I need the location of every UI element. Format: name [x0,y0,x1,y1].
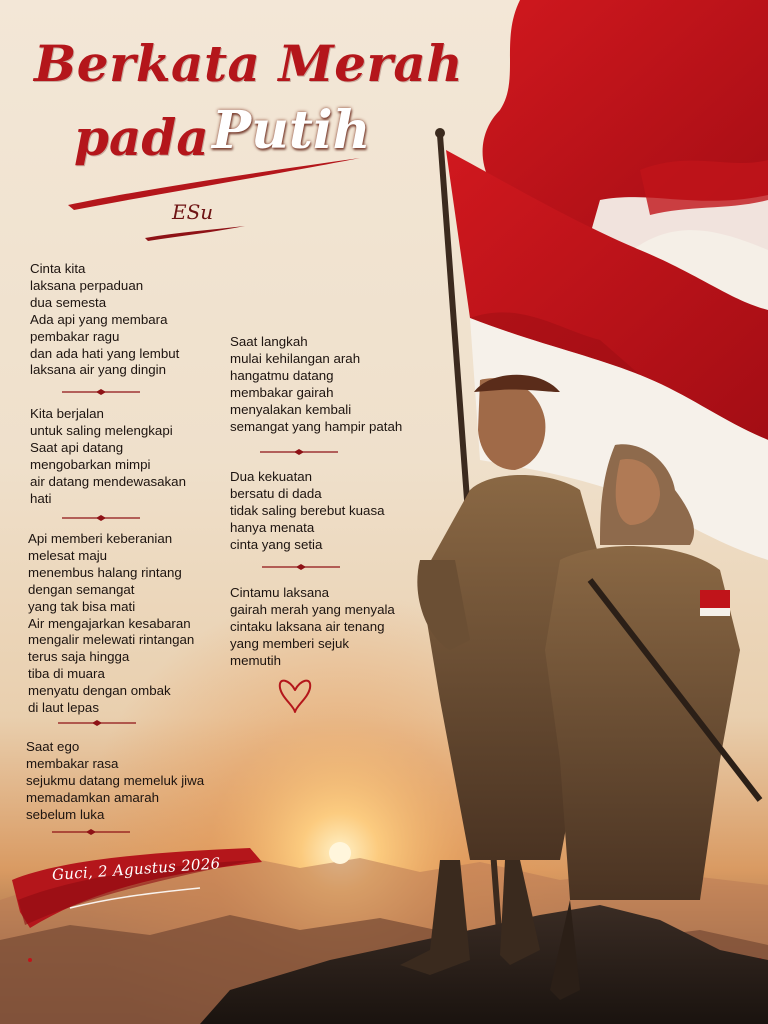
ornament-divider-icon [260,449,338,455]
date-stamp: Guci, 2 Agustus 2026 [51,854,222,884]
poem-line: pembakar ragu [30,328,120,344]
poem-line: Dua kekuatan [230,469,313,484]
ornament-divider-icon [262,564,340,570]
poem-line: bersatu di dada [230,485,322,501]
poem-line: sebelum luka [26,806,105,822]
poem-line: yang memberi sejuk [230,635,349,651]
poem-line: melesat maju [28,547,108,563]
poem-line: gairah merah yang menyala [230,601,395,617]
poem-line: dua semesta [30,294,107,310]
poem-stanza-1 [30,261,179,379]
poem-line: cinta yang setia [230,536,323,552]
ornament-divider-icon [62,389,140,395]
title-line-1: Berkata Merah [34,34,464,93]
poem-line: menyatu dengan ombak [28,683,171,699]
poem-stanza-6 [230,469,385,554]
poem-stanza-7 [230,585,395,670]
poem-line: tiba di muara [28,666,105,682]
poem-line: mulai kehilangan arah [230,350,361,366]
author-underline [145,226,245,241]
poem-line: Air mengajarkan kesabaran [28,615,191,631]
poem-line: cintaku laksana air tenang [230,618,385,634]
poem-line: terus saja hingga [28,649,130,665]
poem-line: sejukmu datang memeluk jiwa [26,772,205,788]
poem-line: Saat api datang [30,439,124,455]
poem-line: memadamkan amarah [26,789,160,805]
poem-stanza-3 [28,531,194,717]
poem-line: dan ada hati yang lembut [30,345,180,361]
poem-line: memutih [230,652,281,668]
poem-line: hati [30,490,52,506]
poem-stanza-4 [26,739,204,824]
poem-line: mengalir melewati rintangan [28,632,195,648]
poem-line: air datang mendewasakan [30,473,186,489]
poem-stanza-5 [230,334,402,435]
poem-line: Ada api yang membara [30,311,168,327]
poem-line: mengobarkan mimpi [30,456,151,472]
poem-line: laksana perpaduan [30,277,144,293]
poem-stanza-2 [30,406,186,507]
poem-line: Kita berjalan [30,406,104,421]
poem-line: yang tak bisa mati [28,598,136,614]
poem-line: Cintamu laksana [230,585,330,600]
poem-line: untuk saling melengkapi [30,422,173,438]
sun [329,842,351,864]
title-line-2-part-2: Putih [212,100,371,161]
poem-line: di laut lepas [28,700,99,716]
poem-line: membakar gairah [230,384,334,400]
poem-line: hanya menata [230,519,315,535]
poem-line: Api memberi keberanian [28,531,173,546]
title-line-2-part-1: pada [74,108,209,167]
poem-line: hangatmu datang [230,367,334,383]
poem-line: semangat yang hampir patah [230,418,403,434]
poem-line: menyalakan kembali [230,401,352,417]
poem-line: dengan semangat [28,581,135,597]
poem-line: Cinta kita [30,261,86,276]
poem-line: laksana air yang dingin [30,362,167,378]
poem-line: menembus halang rintang [28,564,182,580]
poem-line: tidak saling berebut kuasa [230,502,385,518]
author-name: ESu [172,200,214,224]
poem-line: Saat ego [26,739,80,754]
poem-line: Saat langkah [230,334,308,349]
ornament-divider-icon [62,515,140,521]
poem-line: membakar rasa [26,755,119,771]
